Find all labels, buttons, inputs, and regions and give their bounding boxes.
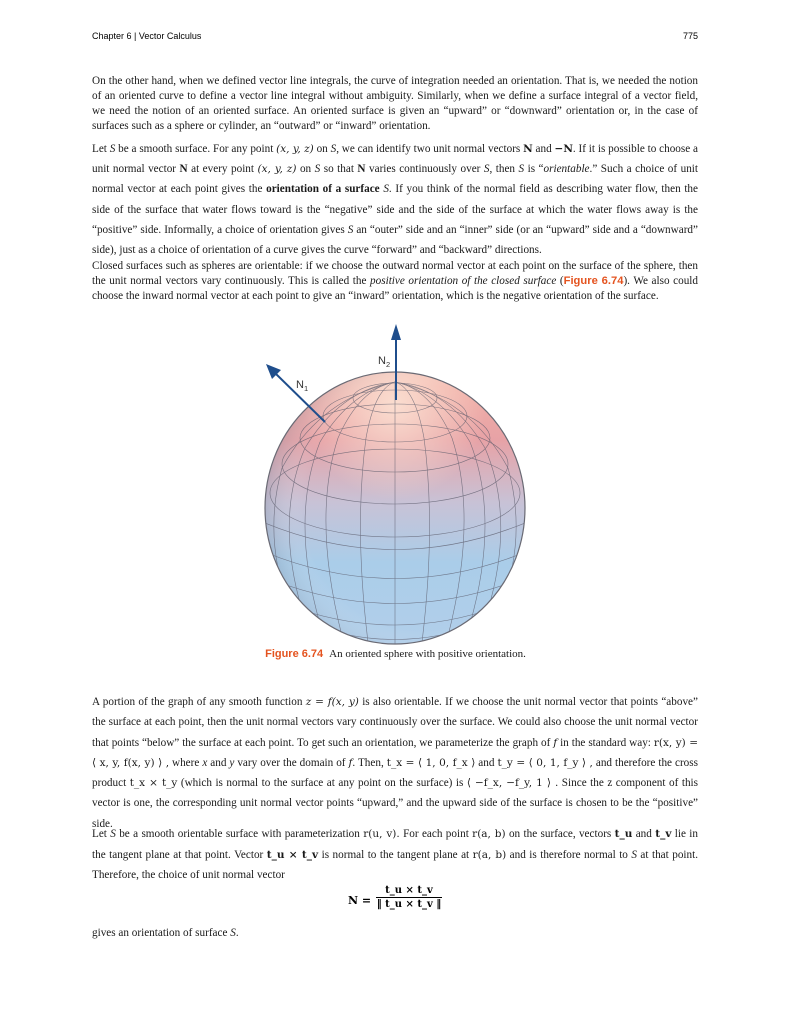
formula-fraction bbox=[376, 885, 442, 910]
page-number: 775 bbox=[682, 31, 698, 41]
oriented-sphere-figure bbox=[250, 318, 550, 648]
figure-6-74-link[interactable]: Figure 6.74 bbox=[563, 275, 624, 288]
label-n2: $N_2$ bbox=[378, 355, 391, 369]
figure-caption bbox=[0, 648, 791, 660]
fraction-bar bbox=[376, 897, 442, 898]
paragraph-closed-surfaces: Closed surfaces such as spheres are orientable: if we choose the outward normal vector at each point on the surface of the sphere, then the unit normal vectors vary continuously. This is called the positive orientation of the closed surface (Figure 6.74). We also could choose the inward normal vector at each point to give an “inward” orientation, which is the negative orientation of the surface. bbox=[92, 260, 698, 303]
term-orientation-of-surface: orientation of a surface bbox=[266, 183, 380, 196]
formula-lhs: N = bbox=[348, 894, 372, 907]
formula-numerator: t_u × t_v bbox=[385, 885, 433, 896]
arrowhead-n2-icon bbox=[391, 324, 401, 340]
paragraph-conclusion: gives an orientation of surface S. bbox=[92, 927, 239, 939]
chapter-title: Chapter 6 | Vector Calculus bbox=[92, 31, 202, 41]
caption-text: An oriented sphere with positive orientation. bbox=[329, 648, 526, 660]
paragraph-graph-orientation: A portion of the graph of any smooth function z = f(x, y) is also orientable. If we choose the unit normal vector that points “above” the surface at each point, then the unit normal vectors vary continuously over the surface. We could also choose the unit normal vector that points “below” the surface at each point. To get such an orientation, we parameterize the graph of f in the standard way: r(x, y) = ⟨ x, y, f(x, y) ⟩ , where x and y vary over the domain of f. Then, t_x = ⟨ 1, 0, f_x ⟩ and t_y = ⟨ 0, 1, f_y ⟩ , and therefore the cross product t_x × t_y (which is normal to the surface at any point on the surface) is ⟨ −f_x, −f_y, 1 ⟩ . Since the z component of this vector is one, the corresponding unit normal vector points “upward,” and the upward side of the surface is chosen to be the “positive” side. bbox=[92, 696, 698, 830]
paragraph-orientable-definition: Let S be a smooth surface. For any point (x, y, z) on S, we can identify two unit normal vectors N and −N. If it is possible to choose a unit normal vector N at every point (x, y, z) on S so that N varies continuously over S, then S is “orientable.” Such a choice of unit normal vector at each point gives the orientation of a surface S. If you think of the normal field as describing water flow, then the side of the surface that water flows toward is the “negative” side and the side of the surface at which the water flows away is the “positive” side. Informally, a choice of orientation gives S an “outer” side and an “inner” side (or an “upward” side and a “downward” side), just as a choice of orientation of a curve gives the curve “forward” and “backward” directions. bbox=[92, 143, 699, 257]
formula-denominator: ‖ t_u × t_v ‖ bbox=[376, 899, 442, 910]
sphere-illustration bbox=[250, 318, 550, 648]
figure-number: Figure 6.74 bbox=[265, 648, 324, 660]
unit-normal-formula bbox=[348, 885, 448, 919]
paragraph-orientation-intro: On the other hand, when we defined vector line integrals, the curve of integration needed an orientation. That is, we needed the notion of an oriented curve to define a vector line integral without ambiguity. Similarly, when we define a surface integral of a vector field, we need the notion of an oriented surface. An oriented surface is given an “upward” or “downward” orientation or, in the case of surfaces such as a sphere or cylinder, an “outward” or “inward” orientation. bbox=[92, 75, 698, 133]
page-header bbox=[92, 31, 698, 45]
label-n1: $N_1$ bbox=[296, 379, 309, 393]
paragraph-unit-normal-choice: Let S be a smooth orientable surface with parameterization r(u, v). For each point r(a, b) on the surface, vectors t_u and t_v lie in the tangent plane at that point. Vector t_u × t_v is normal to the tangent plane at r(a, b) and is therefore normal to S at that point. Therefore, the choice of unit normal vector bbox=[92, 828, 699, 881]
